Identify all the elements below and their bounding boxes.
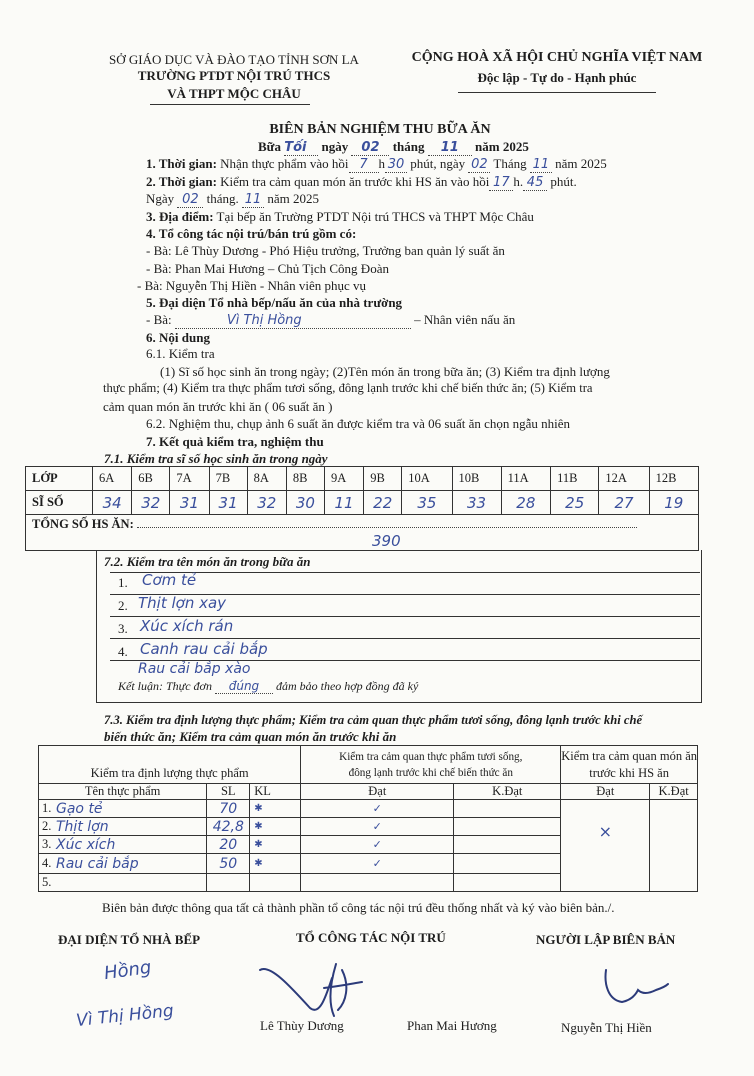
food-name: Xúc xích — [54, 836, 207, 854]
section-7-2-title: 7.2. Kiểm tra tên món ăn trong bữa ăn — [104, 554, 311, 569]
class-row-label: LỚP — [26, 467, 93, 491]
item-1-day-label: phút, ngày — [410, 156, 466, 171]
table-header-row-2 — [39, 784, 698, 800]
food-sl: 42,8 — [207, 818, 250, 836]
food-fresh-pass: ✓ — [301, 800, 454, 818]
item-2-h: h. — [513, 174, 524, 189]
item-5-cook-name: Vì Thị Hồng — [175, 313, 411, 329]
class-cell: 7A — [170, 467, 209, 491]
country-name: CỘNG HOÀ XÃ HỘI CHỦ NGHĨA VIỆT NAM — [411, 50, 703, 65]
food-kl: ✱ — [250, 854, 301, 874]
month-value: 11 — [428, 140, 472, 156]
class-cell: 9B — [364, 467, 402, 491]
food-name — [54, 874, 207, 892]
item-1-hour: 7 — [349, 157, 379, 173]
item-2-check-time — [146, 174, 577, 191]
food-num: 5. — [39, 874, 55, 892]
class-cell: 12A — [599, 467, 649, 491]
food-fresh-fail — [454, 854, 561, 874]
count-cell: 31 — [170, 491, 209, 515]
header-right-underline — [458, 92, 656, 93]
class-cell: 11A — [501, 467, 550, 491]
col-name: Tên thực phẩm — [39, 784, 207, 800]
food-fresh-pass: ✓ — [301, 854, 454, 874]
total-value: 390 — [372, 532, 401, 550]
food-num: 4. — [39, 854, 55, 874]
class-cell: 8B — [286, 467, 324, 491]
dish-rule-3 — [110, 638, 700, 639]
sense-pass-mark: × — [561, 800, 650, 892]
food-kl: ✱ — [250, 800, 301, 818]
head-sense-line-1: Kiểm tra cảm quan món ăn — [561, 748, 697, 763]
table-header-row-1 — [39, 746, 698, 784]
meal-dateline — [258, 139, 529, 156]
header-left-underline — [150, 104, 310, 105]
meal-value: Tối — [284, 140, 318, 156]
head-quantity: Kiểm tra định lượng thực phẩm — [39, 746, 301, 784]
school-name-line-1: TRƯỜNG PTDT NỘI TRÚ THCS — [137, 68, 331, 83]
author-name: Nguyễn Thị Hiền — [561, 1020, 652, 1035]
class-cell: 12B — [649, 467, 698, 491]
food-sl: 70 — [207, 800, 250, 818]
team-member-2-name: Phan Mai Hương — [407, 1018, 497, 1033]
item-6-1-para-line-1: (1) Sĩ số học sinh ăn trong ngày; (2)Tên món ăn trong bữa ăn; (3) Kiểm tra định lượng — [160, 364, 610, 379]
kitchen-rep-title: ĐẠI DIỆN TỔ NHÀ BẾP — [58, 932, 201, 947]
item-6-1-para-line-3: cảm quan món ăn trước khi ăn ( 06 suất ăn ) — [103, 399, 333, 414]
food-kl — [250, 874, 301, 892]
item-5-label: 5. Đại diện Tổ nhà bếp/nấu ăn của nhà trường — [146, 295, 403, 310]
kitchen-signature-name: Vì Thị Hồng — [75, 1000, 175, 1032]
item-6-1-label: 6.1. Kiểm tra — [146, 346, 215, 361]
food-kl: ✱ — [250, 818, 301, 836]
item-3-text: Tại bếp ăn Trường PTDT Nội trú THCS và THPT Mộc Châu — [216, 209, 534, 224]
item-1-month: 11 — [530, 157, 552, 173]
meal-label: Bữa — [258, 139, 281, 154]
section-7-1-title: 7.1. Kiểm tra sĩ số học sinh ăn trong ngày — [104, 451, 328, 466]
count-cell: 31 — [209, 491, 247, 515]
menu-conclusion — [118, 679, 418, 694]
col-sl: SL — [207, 784, 250, 800]
month-label: tháng — [392, 139, 425, 154]
class-cell: 6B — [132, 467, 170, 491]
item-1-minute: 30 — [385, 157, 407, 173]
member-3: - Bà: Nguyễn Thị Hiền - Nhân viên phục vụ — [137, 278, 367, 293]
dish-1-name: Cơm tẻ — [142, 571, 197, 589]
food-fresh-pass: ✓ — [301, 836, 454, 854]
item-2-year: năm 2025 — [267, 191, 319, 206]
department-name: SỞ GIÁO DỤC VÀ ĐÀO TẠO TỈNH SƠN LA — [109, 52, 359, 67]
count-cell: 32 — [132, 491, 170, 515]
item-2-text: Kiểm tra cảm quan món ăn trước khi HS ăn vào hồi — [220, 174, 490, 189]
item-2-day-label: Ngày — [146, 191, 175, 206]
dish-box-rule-top — [110, 572, 700, 573]
item-2-date — [146, 191, 319, 208]
count-row-label: SĨ SỐ — [26, 491, 93, 515]
dish-4-num: 4. — [118, 644, 128, 659]
team-signature-scribble — [250, 956, 390, 1026]
item-5-role: – Nhân viên nấu ăn — [414, 312, 516, 327]
class-row — [26, 467, 699, 491]
total-dotline — [137, 527, 637, 528]
section-7-3-title-line-1: 7.3. Kiểm tra định lượng thực phẩm; Kiểm tra cảm quan thực phẩm tươi sống, đông lạnh trước khi chế — [104, 713, 643, 727]
head-sense — [561, 746, 698, 784]
item-3-label: 3. Địa điểm: — [146, 209, 214, 224]
food-name: Rau cải bắp — [54, 854, 207, 874]
food-kl: ✱ — [250, 836, 301, 854]
class-cell: 9A — [324, 467, 363, 491]
total-label: TỔNG SỐ HS ĂN: — [32, 517, 134, 531]
author-title: NGƯỜI LẬP BIÊN BẢN — [536, 932, 676, 947]
item-2-day: 02 — [177, 192, 203, 208]
class-cell: 6A — [93, 467, 132, 491]
food-num: 1. — [39, 800, 55, 818]
item-1-text: Nhận thực phẩm vào hồi — [220, 156, 349, 171]
count-row — [26, 491, 699, 515]
author-signature-scribble — [596, 964, 676, 1010]
dish-5-name: Rau cải bắp xào — [138, 661, 251, 677]
dish-2-num: 2. — [118, 598, 128, 613]
item-1-month-label: Tháng — [493, 156, 527, 171]
food-fresh-fail — [454, 818, 561, 836]
food-name: Gạo tẻ — [54, 800, 207, 818]
count-cell: 19 — [649, 491, 698, 515]
item-2-label: 2. Thời gian: — [146, 174, 217, 189]
col-sense-pass: Đạt — [561, 784, 650, 800]
item-6-label: 6. Nội dung — [146, 330, 210, 345]
food-name: Thịt lợn — [54, 818, 207, 836]
item-2-month-label: tháng. — [206, 191, 239, 206]
item-6-1-para-line-2: thực phẩm; (4) Kiểm tra thực phẩm tươi sống, đông lạnh trước khi chế biến thức ăn; (5) Kiểm tra — [103, 381, 593, 395]
item-3-location — [146, 209, 534, 225]
food-fresh-fail — [454, 800, 561, 818]
col-fresh-fail: K.Đạt — [454, 784, 561, 800]
class-cell: 11B — [551, 467, 599, 491]
item-1-year: năm 2025 — [555, 156, 607, 171]
team-title: TỔ CÔNG TÁC NỘI TRÚ — [296, 930, 446, 945]
conclusion-text: đảm bảo theo hợp đồng đã ký — [275, 679, 419, 693]
member-1: - Bà: Lê Thùy Dương - Phó Hiệu trưởng, Trưởng ban quản lý suất ăn — [146, 243, 505, 258]
item-2-hour: 17 — [489, 175, 513, 191]
document-title: BIÊN BẢN NGHIỆM THU BỮA ĂN — [269, 122, 491, 137]
class-cell: 10B — [452, 467, 501, 491]
food-inspection-table — [38, 745, 698, 892]
food-fresh-pass — [301, 874, 454, 892]
food-num: 3. — [39, 836, 55, 854]
count-cell: 30 — [286, 491, 324, 515]
food-fresh-fail — [454, 836, 561, 854]
item-2-month: 11 — [242, 192, 264, 208]
kitchen-signature-mark: Hồng — [102, 956, 153, 985]
count-cell: 34 — [93, 491, 132, 515]
head-fresh-line-2: đông lạnh trước khi chế biến thức ăn — [348, 766, 513, 779]
dish-3-name: Xúc xích rán — [140, 617, 234, 635]
item-1-label: 1. Thời gian: — [146, 156, 217, 171]
item-1-day: 02 — [468, 157, 490, 173]
school-name-line-2: VÀ THPT MỘC CHÂU — [167, 86, 301, 101]
national-motto: Độc lập - Tự do - Hạnh phúc — [477, 70, 637, 85]
day-label: ngày — [321, 139, 349, 154]
head-fresh — [301, 746, 561, 784]
count-cell: 28 — [501, 491, 550, 515]
item-4-label: 4. Tổ công tác nội trú/bán trú gồm có: — [146, 226, 357, 241]
food-fresh-fail — [454, 874, 561, 892]
count-cell: 25 — [551, 491, 599, 515]
closing-statement: Biên bản được thông qua tất cả thành phần tổ công tác nội trú đều thống nhất và ký vào biên bản./. — [102, 900, 615, 915]
count-cell: 33 — [452, 491, 501, 515]
food-num: 2. — [39, 818, 55, 836]
class-cell: 8A — [247, 467, 286, 491]
count-cell: 11 — [324, 491, 363, 515]
conclusion-label: Kết luận: Thực đơn — [118, 679, 212, 693]
team-member-1-name: Lê Thùy Dương — [260, 1018, 344, 1033]
conclusion-value: đúng — [215, 679, 273, 694]
count-cell: 32 — [247, 491, 286, 515]
dish-2-name: Thịt lợn xay — [138, 594, 227, 612]
item-5-prefix: - Bà: — [146, 312, 172, 327]
dish-3-num: 3. — [118, 621, 128, 636]
item-2-minute-label: phút. — [550, 174, 577, 189]
day-value: 02 — [351, 140, 389, 156]
total-cell — [26, 515, 699, 551]
item-1-receive-time — [146, 156, 607, 173]
food-sl: 20 — [207, 836, 250, 854]
class-cell: 7B — [209, 467, 247, 491]
count-cell: 35 — [402, 491, 452, 515]
class-count-table — [25, 466, 699, 551]
sense-fail-cell — [650, 800, 698, 892]
item-1-h: h — [378, 156, 386, 171]
head-sense-line-2: trước khi HS ăn — [589, 765, 669, 780]
food-row — [39, 800, 698, 818]
item-6-2: 6.2. Nghiệm thu, chụp ảnh 6 suất ăn được kiểm tra và 06 suất ăn chọn ngẫu nhiên — [146, 416, 571, 431]
item-5-cook — [146, 312, 515, 329]
dish-1-num: 1. — [118, 575, 128, 590]
col-sense-fail: K.Đạt — [650, 784, 698, 800]
total-row — [26, 515, 699, 551]
count-cell: 27 — [599, 491, 649, 515]
item-2-minute: 45 — [523, 175, 547, 191]
count-cell: 22 — [364, 491, 402, 515]
col-fresh-pass: Đạt — [301, 784, 454, 800]
item-7-label: 7. Kết quả kiểm tra, nghiệm thu — [146, 434, 324, 449]
head-fresh-line-1: Kiểm tra cảm quan thực phẩm tươi sống, — [339, 750, 523, 763]
year-label: năm 2025 — [475, 139, 529, 154]
food-sl — [207, 874, 250, 892]
section-7-3-title-line-2: biến thức ăn; Kiểm tra cảm quan món ăn trước khi ăn — [104, 729, 397, 744]
food-sl: 50 — [207, 854, 250, 874]
dish-4-name: Canh rau cải bắp — [140, 640, 268, 658]
col-kl: KL — [250, 784, 301, 800]
class-cell: 10A — [402, 467, 452, 491]
food-fresh-pass: ✓ — [301, 818, 454, 836]
member-2: - Bà: Phan Mai Hương – Chủ Tịch Công Đoàn — [146, 261, 389, 276]
